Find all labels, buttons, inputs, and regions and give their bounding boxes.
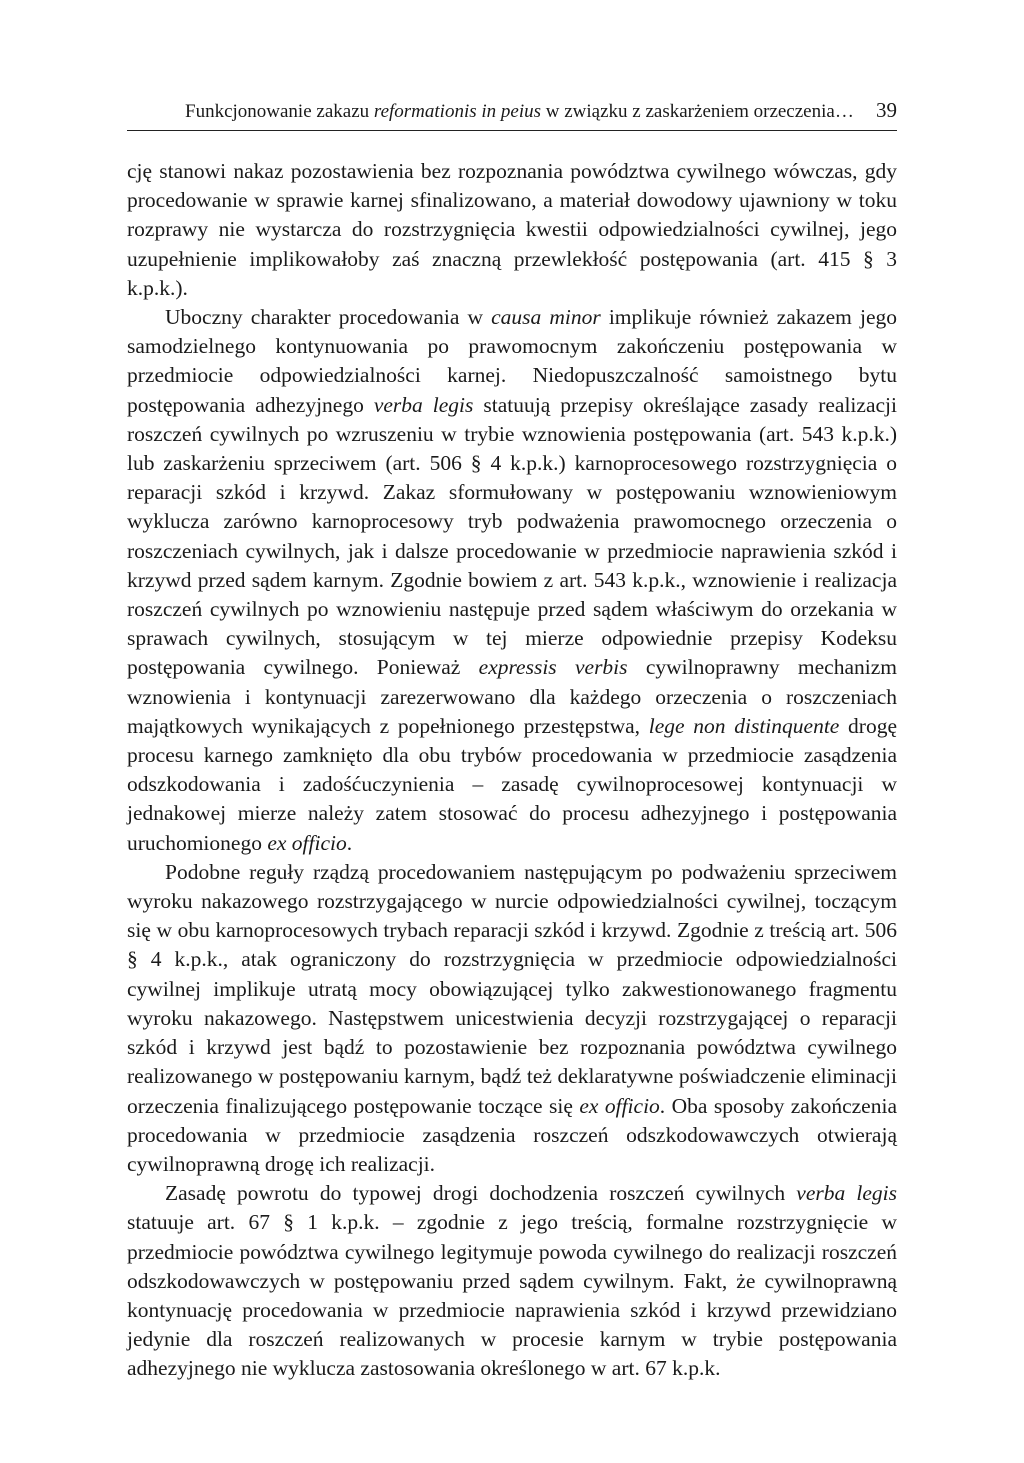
page-number: 39 bbox=[876, 98, 897, 122]
running-header bbox=[127, 98, 897, 131]
italic-phrase: verba legis bbox=[796, 1181, 898, 1206]
text-run: cywilnoprawny mechanizm wznowienia i kontynuacji zarezerwowano dla każdego orzeczenia o roszczeniach majątkowych wynikających z popełnionego przestępstwa, bbox=[127, 655, 897, 738]
italic-phrase: lege non distinquente bbox=[648, 713, 840, 738]
paragraph bbox=[127, 157, 897, 303]
running-header-title bbox=[127, 100, 854, 124]
text-run: Podobne reguły rządzą procedowaniem następującym po podważeniu sprzeciwem wyroku nakazowego rozstrzygającego w nurcie odpowiedzialności cywilnej, toczącym się w obu karnoprocesowych trybach reparacji szkód i krzywd. Zgodnie z treścią art. 506 § 4 k.p.k., atak ograniczony do rozstrzygnięcia w przedmiocie odpowiedzialności cywilnej implikuje utratą mocy obowiązującej tylko zakwestionowanego fragmentu wyroku nakazowego. Następstwem unicestwienia decyzji rozstrzygającej o reparacji szkód i krzywd jest bądź to pozostawienie bez rozpoznania powództwa cywilnego realizowanego w postępowaniu karnym, bądź też deklaratywne poświadczenie eliminacji orzeczenia finalizującego postępowanie toczące się bbox=[127, 859, 897, 1118]
text-run: . bbox=[346, 830, 353, 855]
text-run: implikuje również zakazem jego samodzielnego kontynuowania po prawomocnym zakończeniu postępowania w przedmiocie odpowiedzialności karnej. Niedopuszczalność samoistnego bytu postępowania adhezyjnego bbox=[127, 305, 898, 417]
header-title-before: Funkcjonowanie zakazu bbox=[185, 101, 374, 122]
text-run: drogę procesu karnego zamknięto dla obu trybów procedowania w przedmiocie zasądzenia odszkodowania i zadośćuczynienia – zasadę cywilnoprocesowej kontynuacji w jednakowej mierze należy zatem stosować do procesu adhezyjnego i postępowania uruchomionego bbox=[127, 713, 898, 855]
italic-phrase: verba legis bbox=[373, 392, 474, 417]
text-run: . Oba sposoby zakończenia procedowania w przedmiocie zasądzenia roszczeń odszkodowawczych otwierają cywilnoprawną drogę ich realizacji. bbox=[127, 1093, 897, 1176]
italic-phrase: expressis verbis bbox=[478, 655, 628, 680]
italic-phrase: ex officio bbox=[267, 830, 347, 855]
italic-phrase: ex officio bbox=[579, 1093, 660, 1118]
body-text bbox=[127, 157, 897, 1384]
text-run: statuują przepisy określające zasady realizacji roszczeń cywilnych po wzruszeniu w trybie wznowienia postępowania (art. 543 k.p.k.) lub zaskarżeniu sprzeciwem (art. 506 § 4 k.p.k.) karnoprocesowego rozstrzygnięcia o reparacji szkód i krzywd. Zakaz sformułowany w postępowaniu wznowieniowym wyklucza zarówno karnoprocesowy tryb podważenia prawomocnego orzeczenia o roszczeniach cywilnych, jak i dalsze procedowanie w przedmiocie naprawienia szkód i krzywd przed sądem karnym. Zgodnie bowiem z art. 543 k.p.k., wznowienie i realizacja roszczeń cywilnych po wznowieniu następuje przed sądem właściwym do orzekania w sprawach cywilnych, stosującym w tej mierze odpowiednie przepisy Kodeksu postępowania cywilnego. Ponieważ bbox=[127, 392, 897, 680]
document-page bbox=[127, 98, 897, 1384]
text-run: statuuje art. 67 § 1 k.p.k. – zgodnie z jego treścią, formalne rozstrzygnięcie w przedmiocie powództwa cywilnego legitymuje powoda cywilnego do realizacji roszczeń odszkodowawczych w postępowaniu przed sądem cywilnym. Fakt, że cywilnoprawną kontynuację procedowania w przedmiocie naprawienia szkód i krzywd przewidziano jedynie dla roszczeń realizowanych w procesie karnym w trybie postępowania adhezyjnego nie wyklucza zastosowania określonego w art. 67 k.p.k. bbox=[127, 1210, 897, 1381]
text-run: Uboczny charakter procedowania w bbox=[165, 305, 492, 330]
text-run: cję stanowi nakaz pozostawienia bez rozpoznania powództwa cywilnego wówczas, gdy procedowanie w sprawie karnej sfinalizowano, a materiał dowodowy ujawniony w toku rozprawy nie wystarcza do rozstrzygnięcia kwestii odpowiedzialności cywilnej, jego uzupełnienie implikowałoby zaś znaczną przewlekłość postępowania (art. 415 § 3 k.p.k.). bbox=[127, 159, 897, 300]
text-run: Zasadę powrotu do typowej drogi dochodzenia roszczeń cywilnych bbox=[165, 1181, 797, 1206]
header-title-after: w związku z zaskarżeniem orzeczenia… bbox=[541, 101, 854, 122]
paragraph bbox=[127, 858, 897, 1179]
paragraph bbox=[127, 1179, 897, 1383]
header-title-italic: reformationis in peius bbox=[373, 101, 542, 122]
paragraph bbox=[127, 303, 897, 858]
italic-phrase: causa minor bbox=[491, 305, 601, 330]
